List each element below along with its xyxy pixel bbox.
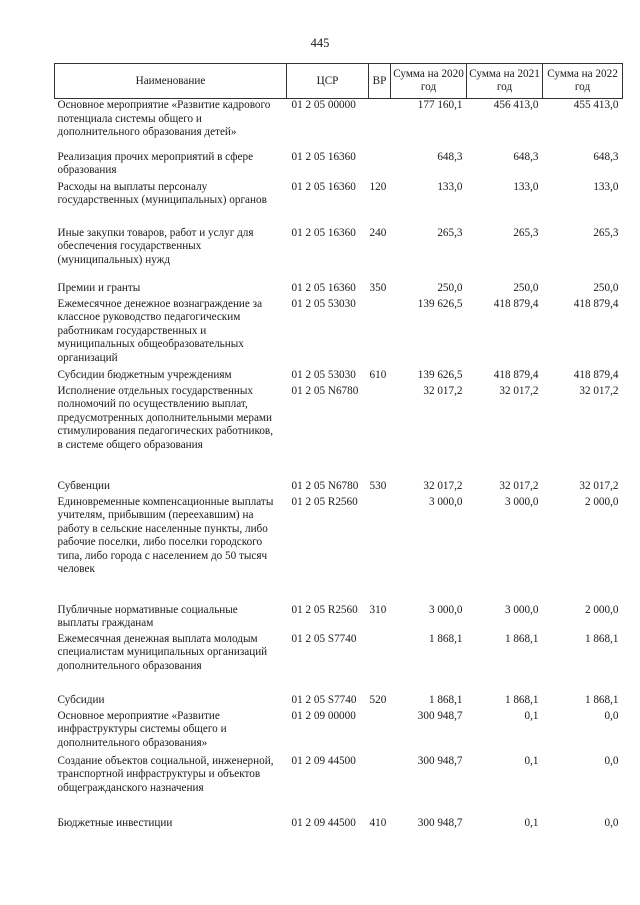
row-csr: 01 2 05 N6780 (291, 479, 359, 492)
row-name: Ежемесячная денежная выплата молодым специалистам муниципальных организаций дополнительного образования (57, 632, 268, 672)
row-sum-2022: 265,3 (593, 226, 619, 239)
row-csr: 01 2 05 S7740 (291, 693, 357, 706)
row-csr: 01 2 09 44500 (291, 754, 356, 767)
row-sum-2022: 0,0 (604, 709, 619, 722)
row-sum-2022: 648,3 (593, 150, 619, 163)
row-vr (369, 755, 391, 817)
row-sum-2022: 0,0 (604, 816, 619, 829)
row-sum-2020: 139 626,5 (417, 368, 463, 381)
table-header-row (55, 64, 623, 99)
row-name: Единовременные компенсационные выплаты учителям, прибывшим (переехавшим) на работу в сельские населенные пункты, либо рабочие поселки, либо поселки городского типа, либо города с населением до 50 тысяч человек (57, 495, 274, 576)
row-vr: 610 (369, 368, 387, 381)
table-row (55, 633, 623, 694)
row-sum-2020: 300 948,7 (417, 754, 463, 767)
row-sum-2022: 0,0 (604, 754, 619, 767)
row-name: Основное мероприятие «Развитие кадрового потенциала системы общего и дополнительного образования детей» (57, 99, 271, 139)
row-name: Иные закупки товаров, работ и услуг для обеспечения государственных (муниципальных) нужд (57, 226, 254, 266)
row-vr: 240 (369, 226, 387, 239)
row-csr: 01 2 05 16360 (291, 281, 356, 294)
table-row (55, 694, 623, 710)
row-sum-2020: 648,3 (437, 150, 463, 163)
row-name: Исполнение отдельных государственных полномочий по осуществлению выплат, предусмотренных дополнительными мерами стимулирования педагогических работников, в системе общего образования (57, 384, 273, 451)
row-sum-2021: 1 868,1 (504, 693, 539, 706)
row-sum-2021: 0,1 (524, 754, 539, 767)
row-sum-2022: 455 413,0 (573, 99, 619, 111)
table-row (55, 755, 623, 817)
row-sum-2021: 648,3 (513, 150, 539, 163)
row-csr: 01 2 05 16360 (291, 180, 356, 193)
row-name: Премии и гранты (57, 281, 141, 294)
header-2022: Сумма на 2022 год (543, 64, 623, 99)
row-sum-2022: 32 017,2 (579, 384, 619, 397)
row-vr (369, 710, 391, 755)
row-vr (369, 99, 391, 151)
row-csr: 01 2 09 00000 (291, 709, 356, 722)
header-csr: ЦСР (287, 64, 369, 99)
header-vr: ВР (369, 64, 391, 99)
row-csr: 01 2 09 44500 (291, 816, 356, 829)
row-sum-2022: 1 868,1 (584, 693, 619, 706)
row-vr (369, 151, 391, 181)
row-name: Ежемесячное денежное вознаграждение за классное руководство педагогическим работникам государственных и муниципальных общеобразовательных организаций (57, 297, 263, 364)
row-name: Субсидии бюджетным учреждениям (57, 368, 232, 381)
row-sum-2021: 1 868,1 (504, 632, 539, 645)
row-sum-2020: 133,0 (437, 180, 463, 193)
row-vr (369, 298, 391, 369)
header-2020: Сумма на 2020 год (391, 64, 467, 99)
row-sum-2020: 3 000,0 (428, 603, 463, 616)
row-sum-2020: 265,3 (437, 226, 463, 239)
row-sum-2021: 456 413,0 (493, 99, 539, 111)
row-vr: 520 (369, 693, 387, 706)
table-row (55, 385, 623, 480)
row-name: Расходы на выплаты персоналу государственных (муниципальных) органов (57, 180, 267, 207)
row-csr: 01 2 05 S7740 (291, 632, 357, 645)
row-name: Публичные нормативные социальные выплаты гражданам (57, 603, 238, 630)
row-sum-2021: 418 879,4 (493, 297, 539, 310)
row-vr (369, 385, 391, 480)
row-sum-2022: 418 879,4 (573, 368, 619, 381)
row-sum-2021: 0,1 (524, 709, 539, 722)
row-name: Бюджетные инвестиции (57, 816, 173, 829)
row-sum-2020: 300 948,7 (417, 709, 463, 722)
table-row (55, 604, 623, 633)
row-sum-2020: 177 160,1 (417, 99, 463, 111)
row-csr: 01 2 05 00000 (291, 99, 356, 111)
row-sum-2020: 1 868,1 (428, 693, 463, 706)
row-sum-2020: 300 948,7 (417, 816, 463, 829)
page-number: 445 (310, 36, 330, 50)
row-name: Основное мероприятие «Развитие инфраструктуры системы общего и дополнительного образования» (57, 709, 227, 749)
row-sum-2021: 3 000,0 (504, 495, 539, 508)
table-row (55, 817, 623, 837)
table-row (55, 298, 623, 369)
table-row (55, 181, 623, 227)
table-row (55, 151, 623, 181)
row-sum-2022: 2 000,0 (584, 495, 619, 508)
row-vr: 410 (369, 816, 387, 829)
row-name: Реализация прочих мероприятий в сфере образования (57, 150, 254, 177)
table-row (55, 710, 623, 755)
row-sum-2022: 250,0 (593, 281, 619, 294)
row-sum-2020: 139 626,5 (417, 297, 463, 310)
row-sum-2021: 250,0 (513, 281, 539, 294)
row-csr: 01 2 05 N6780 (291, 384, 359, 397)
row-vr: 350 (369, 281, 387, 294)
row-vr: 530 (369, 479, 387, 492)
row-sum-2021: 3 000,0 (504, 603, 539, 616)
row-csr: 01 2 05 16360 (291, 226, 356, 239)
row-csr: 01 2 05 53030 (291, 297, 356, 310)
row-name: Субсидии (57, 693, 105, 706)
row-name: Субвенции (57, 479, 110, 492)
row-vr (369, 633, 391, 694)
row-sum-2020: 250,0 (437, 281, 463, 294)
row-sum-2021: 265,3 (513, 226, 539, 239)
table-row (55, 282, 623, 298)
table-row (55, 369, 623, 385)
row-csr: 01 2 05 R2560 (291, 495, 358, 508)
row-sum-2021: 32 017,2 (499, 479, 539, 492)
row-sum-2021: 418 879,4 (493, 368, 539, 381)
row-sum-2021: 133,0 (513, 180, 539, 193)
table-row (55, 480, 623, 496)
header-name: Наименование (55, 64, 287, 99)
row-sum-2022: 2 000,0 (584, 603, 619, 616)
row-csr: 01 2 05 R2560 (291, 603, 358, 616)
table-row (55, 496, 623, 604)
table-row (55, 99, 623, 151)
row-vr: 310 (369, 603, 387, 616)
row-sum-2020: 32 017,2 (423, 384, 463, 397)
row-vr: 120 (369, 180, 387, 193)
table-row (55, 227, 623, 282)
row-sum-2020: 32 017,2 (423, 479, 463, 492)
row-sum-2022: 1 868,1 (584, 632, 619, 645)
row-sum-2022: 133,0 (593, 180, 619, 193)
row-vr (369, 496, 391, 604)
row-csr: 01 2 05 16360 (291, 150, 356, 163)
row-csr: 01 2 05 53030 (291, 368, 356, 381)
row-sum-2022: 32 017,2 (579, 479, 619, 492)
row-sum-2020: 1 868,1 (428, 632, 463, 645)
row-sum-2022: 418 879,4 (573, 297, 619, 310)
row-sum-2020: 3 000,0 (428, 495, 463, 508)
row-name: Создание объектов социальной, инженерной, транспортной инфраструктуры и объектов общегражданского назначения (57, 754, 274, 794)
budget-table (54, 63, 623, 837)
header-2021: Сумма на 2021 год (467, 64, 543, 99)
row-sum-2021: 32 017,2 (499, 384, 539, 397)
row-sum-2021: 0,1 (524, 816, 539, 829)
